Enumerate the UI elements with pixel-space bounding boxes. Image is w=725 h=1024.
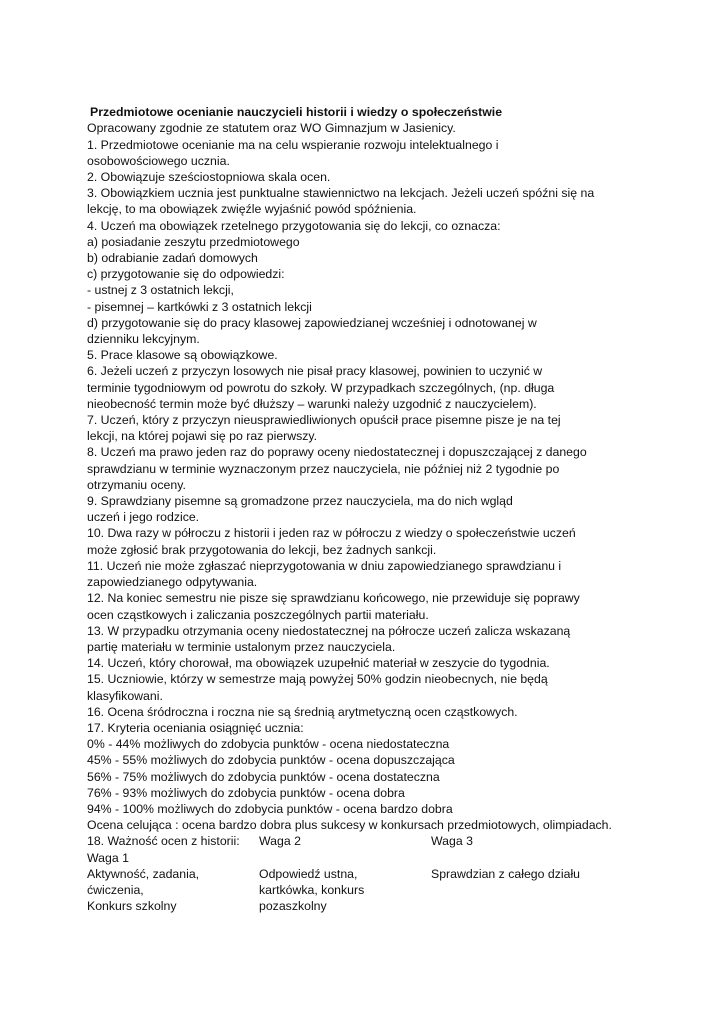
document-body bbox=[87, 120, 647, 833]
weight-1-header: Waga 1 bbox=[87, 850, 129, 865]
document-line: dzienniku lekcyjnym. bbox=[87, 332, 200, 347]
document-line: 7. Uczeń, który z przyczyn nieusprawiedliwionych opuścił prace pisemne pisze je na tej bbox=[87, 413, 561, 428]
weights-section bbox=[87, 833, 647, 914]
weight-item: Sprawdzian z całego działu bbox=[431, 866, 581, 881]
document-line: 2. Obowiązuje sześciostopniowa skala ocen. bbox=[87, 170, 331, 185]
weight-item: Odpowiedź ustna, bbox=[259, 866, 358, 881]
weight-item: kartkówka, konkurs bbox=[259, 882, 365, 897]
document-line: 10. Dwa razy w półroczu z historii i jeden raz w półroczu z wiedzy o społeczeństwie uczeń bbox=[87, 526, 576, 541]
document-line: 17. Kryteria oceniania osiągnięć ucznia: bbox=[87, 720, 304, 735]
document-line: 1. Przedmiotowe ocenianie ma na celu wspieranie rozwoju intelektualnego i bbox=[87, 137, 499, 152]
document-title: Przedmiotowe ocenianie nauczycieli historii i wiedzy o społeczeństwie bbox=[90, 105, 503, 119]
weight-1-items bbox=[87, 866, 259, 915]
weight-item: pozaszkolny bbox=[259, 899, 327, 914]
document-line: może zgłosić brak przygotowania do lekcji, bez żadnych sankcji. bbox=[87, 542, 437, 557]
weights-header-row bbox=[87, 833, 647, 865]
weights-intro: 18. Ważność ocen z historii: bbox=[87, 834, 240, 849]
document-line: 16. Ocena śródroczna i roczna nie są średnią arytmetyczną ocen cząstkowych. bbox=[87, 704, 518, 719]
document-line: - pisemnej – kartkówki z 3 ostatnich lekcji bbox=[87, 299, 312, 314]
weight-3-items bbox=[431, 866, 580, 915]
document-line: sprawdzianu w terminie wyznaczonym przez nauczyciela, nie później niż 2 tygodnie po bbox=[87, 461, 560, 476]
document-line: otrzymaniu oceny. bbox=[87, 477, 186, 492]
document-line: - ustnej z 3 ostatnich lekcji, bbox=[87, 283, 234, 298]
document-line: ocen cząstkowych i zaliczania poszczególnych partii materiału. bbox=[87, 607, 429, 622]
document-line: lekcji, na której pojawi się po raz pierwszy. bbox=[87, 429, 318, 444]
document-line: 5. Prace klasowe są obowiązkowe. bbox=[87, 348, 278, 363]
document-line: 45% - 55% możliwych do zdobycia punktów - ocena dopuszczająca bbox=[87, 753, 455, 768]
weight-3-header: Waga 3 bbox=[431, 834, 473, 849]
document-line: lekcję, to ma obowiązek zwięźle wyjaśnić powód spóźnienia. bbox=[87, 202, 417, 217]
document-line: osobowościowego ucznia. bbox=[87, 153, 230, 168]
weight-item: Aktywność, zadania, bbox=[87, 866, 200, 881]
document-line: 15. Uczniowie, którzy w semestrze mają powyżej 50% godzin nieobecnych, nie będą bbox=[87, 672, 548, 687]
document-line: zapowiedzianego odpytywania. bbox=[87, 575, 258, 590]
document-page bbox=[87, 104, 647, 914]
weight-2-header: Waga 2 bbox=[259, 834, 301, 849]
document-line: 11. Uczeń nie może zgłaszać nieprzygotowania w dniu zapowiedzianego sprawdzianu i bbox=[87, 558, 562, 573]
document-line: 0% - 44% możliwych do zdobycia punktów - ocena niedostateczna bbox=[87, 737, 450, 752]
document-line: 13. W przypadku otrzymania oceny niedostatecznej na półrocze uczeń zalicza wskazaną bbox=[87, 623, 571, 638]
weights-items-row bbox=[87, 866, 647, 915]
weight-item: ćwiczenia, bbox=[87, 882, 144, 897]
document-line: Ocena celująca : ocena bardzo dobra plus sukcesy w konkursach przedmiotowych, olimpiadach. bbox=[87, 818, 612, 833]
document-line: 4. Uczeń ma obowiązek rzetelnego przygotowania się do lekcji, co oznacza: bbox=[87, 218, 501, 233]
document-line: 8. Uczeń ma prawo jeden raz do poprawy oceny niedostatecznej i dopuszczającej z danego bbox=[87, 445, 587, 460]
document-line: Opracowany zgodnie ze statutem oraz WO Gimnazjum w Jasienicy. bbox=[87, 121, 456, 136]
document-line: partię materiału w terminie ustalonym przez nauczyciela. bbox=[87, 639, 396, 654]
weight-item: Konkurs szkolny bbox=[87, 899, 177, 914]
document-line: nieobecność termin może być dłuższy – warunki należy uzgodnić z nauczycielem). bbox=[87, 396, 537, 411]
document-line: b) odrabianie zadań domowych bbox=[87, 251, 258, 266]
document-line: klasyfikowani. bbox=[87, 688, 163, 703]
document-line: uczeń i jego rodzice. bbox=[87, 510, 200, 525]
document-line: 6. Jeżeli uczeń z przyczyn losowych nie pisał pracy klasowej, powinien to uczynić w bbox=[87, 364, 543, 379]
document-line: 12. Na koniec semestru nie pisze się sprawdzianu końcowego, nie przewiduje się poprawy bbox=[87, 591, 580, 606]
document-line: terminie tygodniowym od powrotu do szkoły. W przypadkach szczególnych, (np. długa bbox=[87, 380, 555, 395]
document-line: 94% - 100% możliwych do zdobycia punktów - ocena bardzo dobra bbox=[87, 801, 453, 816]
document-line: 9. Sprawdziany pisemne są gromadzone przez nauczyciela, ma do nich wgląd bbox=[87, 494, 513, 509]
weight-2-items bbox=[259, 866, 431, 915]
document-line: d) przygotowanie się do pracy klasowej zapowiedzianej wcześniej i odnotowanej w bbox=[87, 315, 537, 330]
document-line: 3. Obowiązkiem ucznia jest punktualne stawiennictwo na lekcjach. Jeżeli uczeń spóźni się na bbox=[87, 186, 595, 201]
document-line: 14. Uczeń, który chorował, ma obowiązek uzupełnić materiał w zeszycie do tygodnia. bbox=[87, 656, 550, 671]
document-line: c) przygotowanie się do odpowiedzi: bbox=[87, 267, 285, 282]
document-line: 56% - 75% możliwych do zdobycia punktów - ocena dostateczna bbox=[87, 769, 440, 784]
document-line: 76% - 93% możliwych do zdobycia punktów - ocena dobra bbox=[87, 785, 405, 800]
document-line: a) posiadanie zeszytu przedmiotowego bbox=[87, 234, 300, 249]
